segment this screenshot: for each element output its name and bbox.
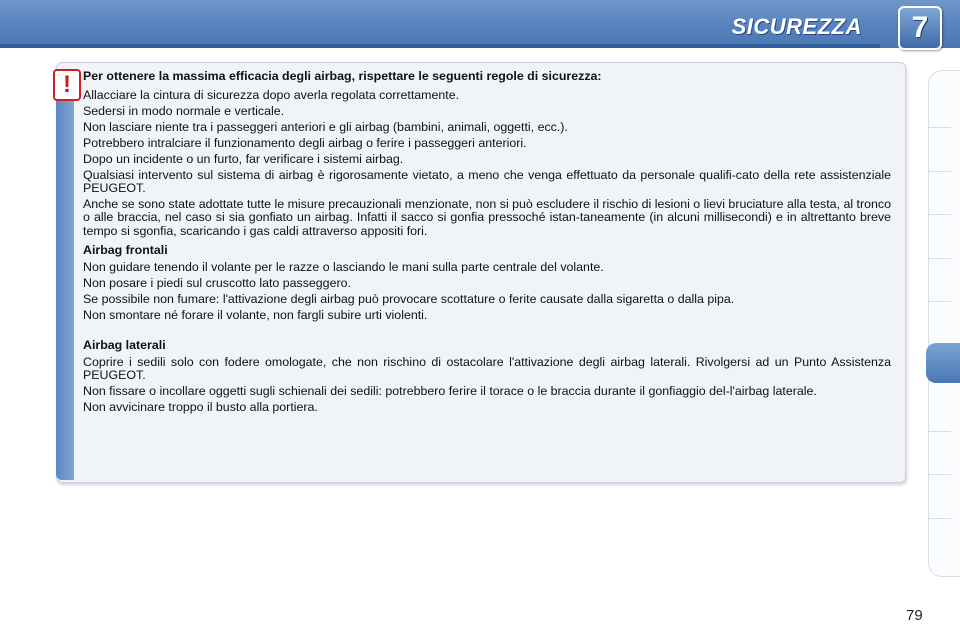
tab-divider (929, 171, 951, 172)
lateral-rule: Non fissare o incollare oggetti sugli schienali dei sedili: potrebbero ferire il torace o le braccia durante il gonfiaggio del-l'airbag laterale. (83, 384, 817, 399)
exclamation-icon: ! (63, 71, 71, 98)
tab-divider (929, 474, 951, 475)
warning-icon (53, 69, 81, 101)
warning-content (83, 70, 891, 417)
page-number: 79 (906, 607, 923, 624)
frontal-rule: Se possibile non fumare: l'attivazione degli airbag può provocare scottature o ferite causate dalla sigaretta o dalla pipa. (83, 291, 735, 306)
warning-heading: Per ottenere la massima efficacia degli airbag, rispettare le seguenti regole di sicurezza: (83, 69, 602, 83)
general-rule: Allacciare la cintura di sicurezza dopo averla regolata correttamente. (83, 88, 460, 103)
tab-divider (929, 301, 951, 302)
chapter-title: SICUREZZA (731, 14, 862, 39)
general-rule: Potrebbero intralciare il funzionamento degli airbag o ferire i passeggeri anteriori. (83, 135, 527, 150)
frontal-rule: Non posare i piedi sul cruscotto lato passeggero. (83, 276, 351, 291)
general-rule: Anche se sono state adottate tutte le misure precauzionali menzionate, non si può escludere il rischio di lesioni o lievi bruciature alla testa, al tronco o alle braccia, nel caso si sia gonfiato un airbag. Infatti il sacco si gonfia pressoché istan-taneamente (in alcuni millisecondi) e in altrettanto breve tempo si sgonfia, scaricando i gas caldi attraverso appositi fori. (83, 196, 891, 238)
chapter-number: 7 (911, 11, 929, 44)
lateral-airbag-title: Airbag laterali (83, 337, 166, 352)
lateral-rule: Coprire i sedili solo con fodere omologate, che non rischino di ostacolare l'attivazione degli airbag laterali. Rivolgersi ad un Punto Assistenza PEUGEOT. (83, 354, 891, 383)
section-gap (83, 325, 891, 339)
general-rule: Non lasciare niente tra i passeggeri anteriori e gli airbag (bambini, animali, oggetti, ecc.). (83, 120, 568, 135)
warning-panel-bar (56, 80, 74, 480)
general-rule: Qualsiasi intervento sul sistema di airbag è rigorosamente vietato, a meno che venga effettuato da personale qualifi-cato della rete assistenziale PEUGEOT. (83, 167, 891, 196)
frontal-rule: Non smontare né forare il volante, non fargli subire urti violenti. (83, 307, 428, 322)
tab-divider (929, 127, 951, 128)
general-rule: Dopo un incidente o un furto, far verificare i sistemi airbag. (83, 151, 404, 166)
header-stripe (0, 44, 880, 48)
frontal-airbag-title: Airbag frontali (83, 242, 168, 257)
lateral-rule: Non avvicinare troppo il busto alla portiera. (83, 400, 318, 415)
frontal-rule: Non guidare tenendo il volante per le razze o lasciando le mani sulla parte centrale del volante. (83, 260, 604, 275)
active-chapter-tab (926, 343, 960, 383)
tab-divider (929, 258, 951, 259)
tab-divider (929, 214, 951, 215)
tab-divider (929, 431, 951, 432)
tab-divider (929, 518, 951, 519)
general-rule: Sedersi in modo normale e verticale. (83, 104, 285, 119)
chapter-number-badge (898, 6, 942, 50)
chapter-index-tabs (928, 70, 960, 577)
